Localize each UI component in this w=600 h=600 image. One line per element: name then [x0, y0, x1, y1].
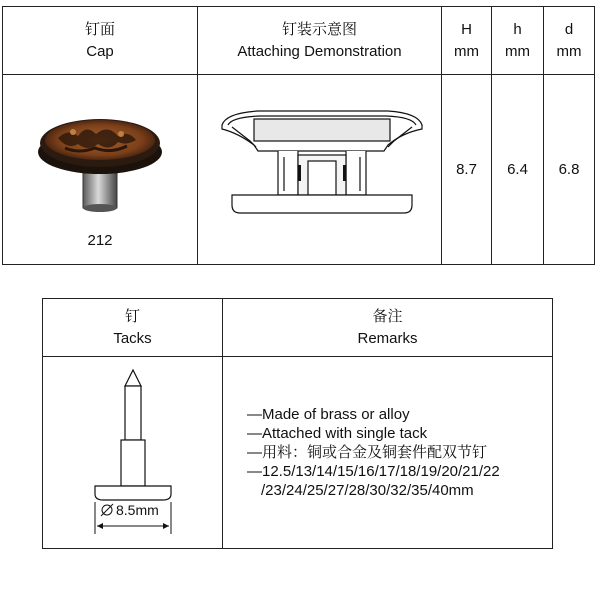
diameter-icon — [101, 504, 113, 516]
tack-dimension-label: 8.5mm — [116, 501, 159, 518]
demo-cell — [198, 75, 442, 265]
tack-cell — [43, 357, 223, 549]
demo-header — [198, 7, 442, 75]
h-value: 6.4 — [492, 75, 544, 265]
spec-data-row — [3, 75, 595, 265]
H-value: 8.7 — [442, 75, 492, 265]
cap-cell — [3, 75, 198, 265]
cap-code: 212 — [87, 232, 113, 249]
remarks-header-cn: 备注 — [372, 307, 403, 325]
tack-diagram — [43, 358, 223, 548]
remark-material: —Made of brass or alloy — [247, 406, 410, 423]
tack-remarks-table — [42, 298, 553, 549]
cap-header — [3, 7, 198, 75]
h-header-symbol: h — [513, 20, 522, 38]
remark-sizes: —12.5/13/14/15/16/17/18/19/20/21/22 — [247, 463, 500, 480]
tacks-header-en: Tacks — [113, 329, 152, 347]
spec-header-row — [3, 7, 595, 75]
remark-material-cn: —用料：铜或合金及铜套件配双节钉 — [247, 444, 488, 461]
remark-sizes-cont: /23/24/25/27/28/30/32/35/40mm — [261, 482, 474, 499]
product-spec-table — [2, 6, 595, 265]
demo-header-cn: 钉装示意图 — [281, 20, 357, 38]
remarks-header — [223, 299, 553, 357]
tack-data-row — [43, 357, 553, 549]
cap-header-en: Cap — [86, 42, 114, 60]
tacks-header — [43, 299, 223, 357]
remarks-header-en: Remarks — [357, 329, 418, 347]
H-header-unit: mm — [454, 42, 479, 60]
tacks-header-cn: 钉 — [124, 307, 140, 325]
remarks-cell — [223, 357, 553, 549]
demo-header-en: Attaching Demonstration — [237, 42, 402, 60]
d-header-symbol: d — [564, 20, 574, 38]
d-header — [544, 7, 595, 75]
d-value: 6.8 — [544, 75, 595, 265]
h-header — [492, 7, 544, 75]
cap-header-cn: 钉面 — [84, 20, 115, 38]
cap-image — [3, 90, 198, 230]
h-header-unit: mm — [505, 42, 530, 60]
remark-attachment: —Attached with single tack — [247, 425, 428, 442]
attaching-diagram — [198, 95, 442, 245]
H-header — [442, 7, 492, 75]
d-header-unit: mm — [556, 42, 582, 60]
tack-header-row — [43, 299, 553, 357]
H-header-symbol: H — [461, 20, 472, 38]
